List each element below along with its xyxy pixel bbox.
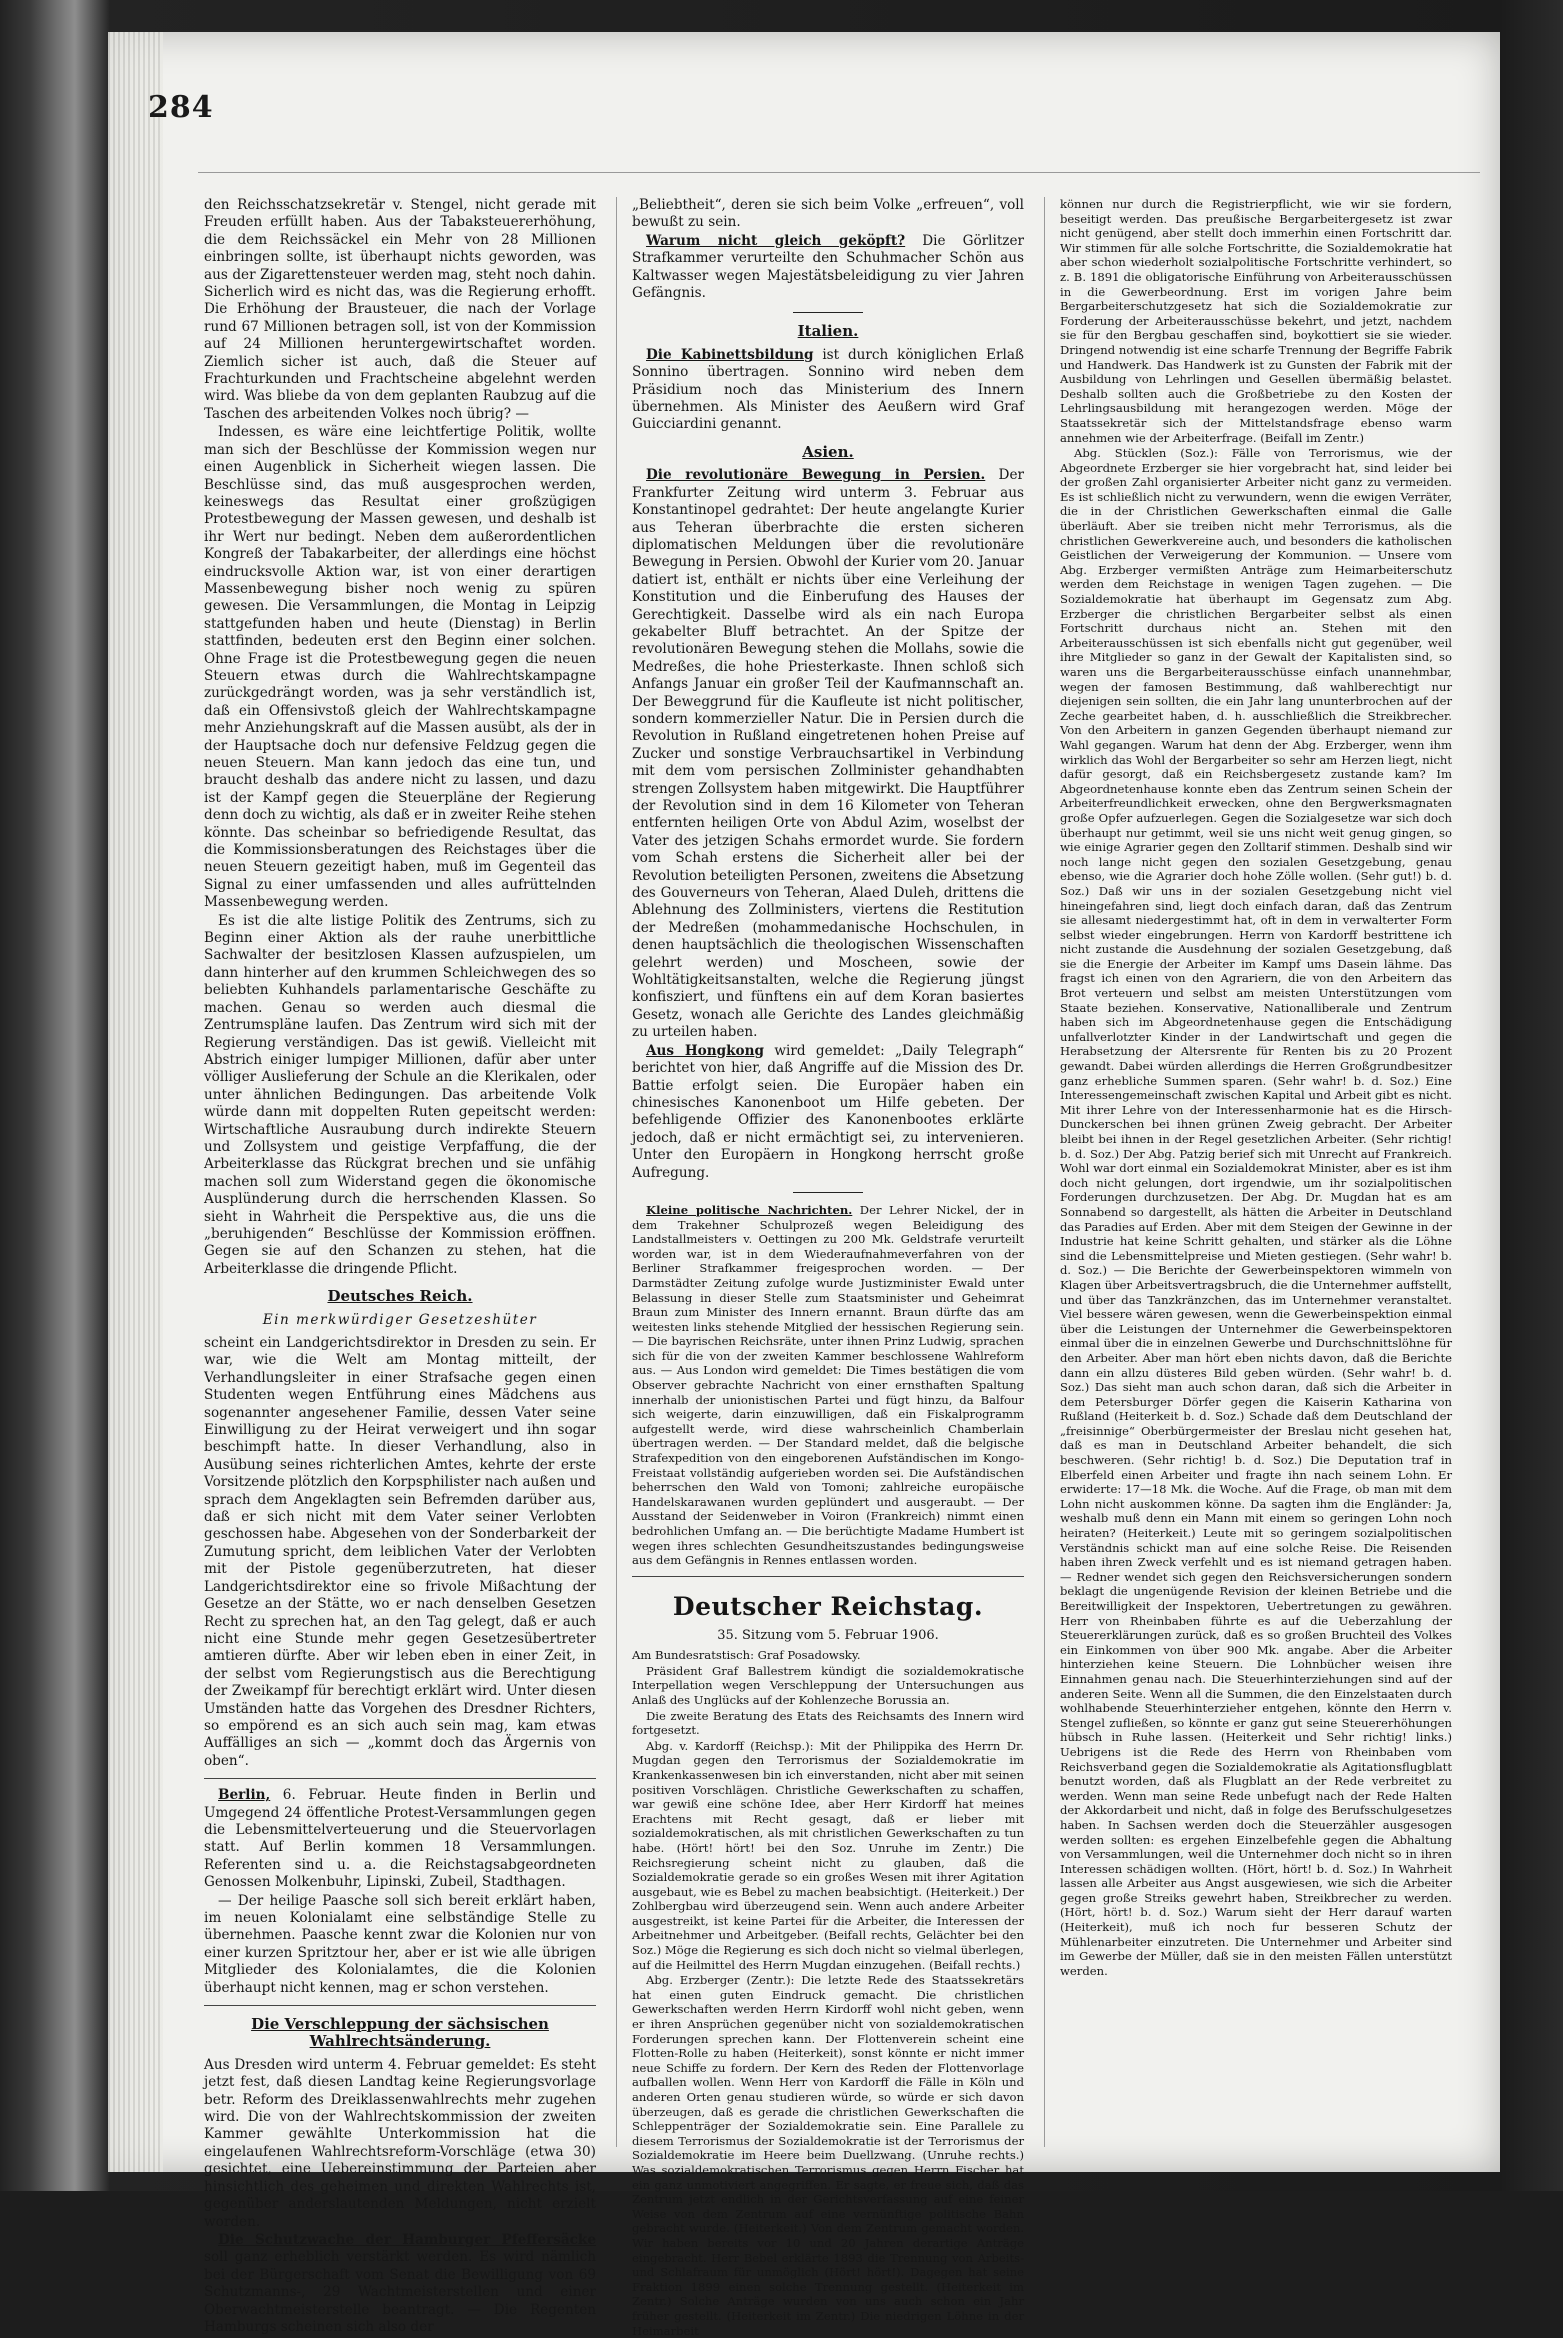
- article-paragraph: [632, 1709, 1024, 1738]
- paragraph-text: Abg. Stücklen (Soz.): Fälle von Terrorismus, wie der Abgeordnete Erzberger sie hier vorgebracht hat, sind leider bei der großen Zahl organisierter Arbeiter nicht ganz zu vermeiden. Es ist schließlich nicht zu verwundern, wenn die ewigen Verräter, die in der Christlichen Gewerkschaften einmal die Galle überläuft. Aber sie treiben nicht mehr Terrorismus, als die christlichen Gewerkvereine auch, und besonders die katholischen Geistlichen der Verweigerung der Kommunion. — Unsere vom Abg. Erzberger vermißten Anträge zum Heimarbeiterschutz werden dem Reichstage in wenigen Tagen zugehen. — Die Sozialdemokratie hat überhaupt im Gegensatz zum Abg. Erzberger die christlichen Bergarbeiter selbst als einen Fortschritt durchaus nicht an. Stehen mit den Arbeiterausschüssen ist sich ebenfalls nicht gut gegenüber, weil ihre Mitglieder so ganz in der Gewalt der Kapitalisten sind, so waren uns die Bergarbeiterausschüsse einfach unannehmbar, wegen der famosen Bestimmung, daß wahlberechtigt nur diejenigen sein sollten, die ein Jahr lang ununterbrochen auf der Zeche gearbeitet haben, d. h. ausschließlich die Streikbrecher. Von den Arbeitern in ganzen Gegenden überhaupt niemand zur Wahl gegangen. Warum hat denn der Abg. Erzberger, wenn ihm wirklich das Wohl der Bergarbeiter so sehr am Herzen liegt, nicht dafür gesorgt, daß ein Reichsbergesetz zustande kam? Im Abgeordnetenhause konnte eben das Zentrum seinen Schein der Arbeiterfreundlichkeit erwecken, ohne den Bergwerksmagnaten große Opfer aufzuerlegen. Gegen die Sozialgesetze war sich doch überhaupt nur getimmt, weil sie uns nicht weit genug gingen, so wie einige Agrarier gegen den Zolltarif stimmen. Deshalb sind wir noch lange nicht gegen den sozialen Gesetzgebung, genau ebenso, wie die Agrarier doch hohe Zölle wollen. (Sehr gut!) b. d. Soz.) Daß wir uns in der sozialen Gesetzgebung nicht viel hineingefahren sind, liegt doch einfach daran, daß das Zentrum sie allesamt niedergestimmt hat, oft in dem in verwalterter Form selbst wieder eingebrungen. Herrn von Kardorff bestrittene ich nicht zustande die Ausdehnung der sozialen Gesetzgebung, daß sie die Energie der Arbeiter im Kampf ums Dasein lähme. Das fragst ich einen von den Agrariern, die von den Arbeitern das Brot verteuern und selbst am meisten Unterstützungen vom Staate beziehen. Konservative, Nationalliberale und Zentrum haben sich im Abgeordnetenhause gegen die Entschädigung unfallverlotzter Kinder in der Landwirtschaft und gegen die Herabsetzung der Altersrente für Renten bis zu 20 Prozent gewandt. Dabei würden allerdings die Herren Großgrundbesitzer ganz erhebliche Summen sparen. (Sehr wahr! b. d. Soz.) Eine Interessengemeinschaft zwischen Kapital und Arbeit gibt es nicht. Mit ihrer Lehre von der Interessenharmonie hat es die Hirsch-Dunckerschen bei ihnen grünen Zweig gebracht. Der Arbeiter bleibt bei ihnen in der Regel gesetzlichen Arbeiter. (Sehr richtig! b. d. Soz.) Der Abg. Patzig berief sich mit Unrecht auf Frankreich. Wohl war dort einmal ein Sozialdemokrat Minister, aber es ist ihm doch nicht gelungen, dort irgendwie, um ihr sozialpolitischen Forderungen durchzusetzen. Der Abg. Dr. Mugdan hat es am Sonnabend so dargestellt, als hätten die Arbeiter in Deutschland das Paradies auf Erden. Aber mit dem Steigen der Gewinne in der Industrie hat keine Schritt gehalten, und stärker als die Löhne sind die Lebensmittelpreise und Mieten gestiegen. (Sehr wahr! b. d. Soz.) — Die Berichte der Gewerbeinspektoren wimmeln von Klagen über Arbeitsvertragsbruch, die die Unternehmer auffstellt, und über das Tanzkränzchen, das im Unternehmer veranstaltet. Viel bessere wären gewesen, wenn die Gewerbeinspektion einmal über die Leistungen der Unternehmer die Gewerbeinspektoren einmal über die in einzelnen Gewerbe und Durchschnittslöhne für den Arbeiter. Aber man hört eben nichts davon, daß die Berichte dann ein allzu düsteres Bild geben würden. (Sehr wahr! b. d. Soz.) Das sieht man auch schon daran, daß sich die Arbeiter in dem Petersburger Dörfer gegen die Kaiserin Katharina von Rußland (Heiterkeit b. d. Soz.) Schade daß dem Deutschland der „freisinnige“ Oberbürgermeister der Breslau nicht gesehen hat, daß es man in Deutschland Arbeiter behandelt, die sich beschweren. (Sehr richtig! b. d. Soz.) Die Deputation traf in Elberfeld einen Arbeiter und fragte ihn nach seinem Lohn. Er erwiderte: 17—18 Mk. die Woche. Auf die Frage, ob man mit dem Lohn nicht auskommen könne. Da sagten ihm die Engländer: Ja, weshalb muß denn ein Mann mit einem so geringen Lohn noch heiraten? (Heiterkeit.) Leute mit so geringem sozialpolitischen Verständnis schickt man auf eine solche Reise. Die Reisenden haben ihren Zweck verfehlt und es ist niemand getragen haben. — Redner wendet sich gegen den Reichsversicherungen sondern beklagt die ungenügende Revision der kleinen Betriebe und die Bereitwilligkeit der Inspektoren, Uebertretungen zu gewähren. Herr von Rheinbaben führte es auf die Ueberzahlung der Steuererklärungen zurück, daß es so großen Bruchteil des Volkes ein Einkommen von über 900 Mk. angabe. Aber die Arbeiter hinterziehen keine Steuern. Die Lohnbücher weisen ihre Einnahmen genau nach. Die Steuerhinterziehungen sind auf der anderen Seite. Wenn all die Summen, die den Einzelstaaten durch wohlhabende Steuerhinterzieher entgehen, könnte den Herrn v. Stengel zufließen, so könnte er ganz gut seine Steuererhöhungen hübsch in Ruhe lassen. (Heiterkeit und Sehr richtig! links.) Uebrigens ist die Rede des Herrn von Rheinbaben vom Reichsverband gegen die Sozialdemokratie als Agitationsflugblatt benutzt worden, daß als Flugblatt an der Rede verbreitet zu werden. Wenn man seine Rede unbefugt nach der Rede Halten der Akkordarbeit und nicht, daß in folge des Berufsschulgesetzes haben. In Sachsen werden doch die Steuerzähler ausgesogen werden sollten: es ergehen Einzelbefehle gegen die Abhaltung von Versammlungen, weil die Unternehmer doch nicht so in ihren Interessen schädigen wollten. (Hört, hört! b. d. Soz.) In Wahrheit lassen alle Arbeiter aus Angst ausgewiesen, wie sich die Arbeiter gegen große Streiks gewehrt haben, Streikbrecher zu werden. (Hört, hört! b. d. Soz.) Warum sieht der Herr darauf warten (Heiterkeit), muß ich noch fur besseren Schutz der Mühlenarbeiter einzutreten. Die Unternehmer und Arbeiter sind im Gewerbe der Müller, daß sie in den meisten Fällen unterstützt werden.: [1060, 446, 1452, 1978]
- paragraph-text: Der Frankfurter Zeitung wird unterm 3. Februar aus Konstantinopel gedrahtet: Der heute angelangte Kurier aus Teheran überbrachte die ersten sicheren diplomatischen Meldungen über die revolutionäre Bewegung in Persien. Obwohl der Kurier vom 20. Januar datiert ist, enthält er nichts über eine Verleihung der Konstitution und die Einberufung des Hauses der Gerechtigkeit. Dasselbe wird als ein nach Europa gekabelter Bluff betrachtet. An der Spitze der revolutionären Bewegung stehen die Mollahs, sowie die Medreßes, die hohe Priesterkaste. Ihnen schloß sich Anfangs Januar ein großer Teil der Kaufmannschaft an. Der Beweggrund für die Kaufleute ist nicht politischer, sondern kommerzieller Natur. Die in Persien durch die Revolution in Rußland eingetretenen hohen Preise auf Zucker und sonstige Verbrauchsartikel in Verbindung mit dem vom persischen Zollminister gehandhabten strengen Zollsystem haben mitgewirkt. Die Hauptführer der Revolution sind in dem 16 Kilometer von Teheran entfernten heiligen Orte von Abdul Azim, woselbst der Vater des jetzigen Schahs ermordet wurde. Sie fordern vom Schah erstens die Sicherheit aller bei der Revolution beteiligten Personen, zweitens die Absetzung des Gouverneurs von Teheran, Alaed Duleh, drittens die Ablehnung des Zollministers, viertens die Restitution der Medreßen (mohammedanische Hochschulen, in denen hauptsächlich die theologischen Wissenschaften gelehrt werden) und Moscheen, sowie der Wohltätigkeitsanstalten, welche die Regierung jüngst konfisziert, und fünftens ein auf dem Koran basiertes Gesetz, wonach alle Gerichte des Landes gleichmäßig zu urteilen haben.: [632, 467, 1025, 1041]
- article-paragraph: [632, 1203, 1024, 1568]
- header-rule: [198, 172, 1480, 173]
- newspaper-page: [108, 32, 1500, 2338]
- paragraph-text: wird gemeldet: „Daily Telegraph“ berichtet von hier, daß Angriffe auf die Mission des Dr. Battie erfolgt seien. Die Europäer haben ein chinesisches Kanonenboot um Hilfe gebeten. Der befehligende Offizier des Kanonenbootes erklärte jedoch, daß er nicht ermächtigt sei, zu intervenieren. Unter den Europäern in Hongkong herrscht große Aufregung.: [632, 1042, 1024, 1181]
- page-edge: [108, 32, 163, 2172]
- article-subheading: Ein merkwürdiger Gesetzeshüter: [262, 1311, 538, 1328]
- article-paragraph: [632, 467, 1024, 1041]
- article-paragraph: [204, 2232, 596, 2336]
- paragraph-text: scheint ein Landgerichtsdirektor in Dresden zu sein. Er war, wie die Welt am Montag mitteilt, der Verhandlungsleiter in einer Strafsache gegen einen Studenten wegen Entführung eines Mädchens aus sogenannter angesehener Familie, dessen Vater seine Einwilligung zu der Heirat verweigert und ihn sogar beschimpft hatte. In dieser Verhandlung, also in Ausübung seines richterlichen Amtes, kehrte der erste Vorsitzende plötzlich den Korpsphilister nach außen und sprach dem Angeklagten sein Befremden darüber aus, daß er sich nicht mit dem Vater seiner Verlobten geschossen habe. Abgesehen von der Sonderbarkeit der Zumutung spricht, dem leiblichen Vater der Verlobten mit der Pistole gegenüberzutreten, hat dieser Landgerichtsdirektor eine so frivole Mißachtung der Gesetze an der Stätte, wo er nach denselben Gesetzen Recht zu sprechen hat, an den Tag gelegt, daß er auch nicht eine Stunde mehr gegen Gesetzesübertreter amtieren dürfte. Aber wir leben eben in einer Zeit, in der selbst vom Regierungstisch aus die Berechtigung der Zweikampf für berechtigt erklärt wird. Unter diesen Umständen hatte das Vorgehen des Dresdner Richters, so empörend es an sich auch sein mag, kam etwas Auffälliges an sich — „kommt doch das Ärgernis von oben“.: [204, 1335, 596, 1769]
- paragraph-text: Aus Dresden wird unterm 4. Februar gemeldet: Es steht jetzt fest, daß diesen Landtag keine Regierungsvorlage betr. Reform des Dreiklassenwahlrechts mehr zugehen wird. Die von der Wahlrechtskommission der zweiten Kammer gewählte Unterkommission hat die eingelaufenen Wahlrechtsreform-Vorschläge (etwa 30) gesichtet, eine Uebereinstimmung der Parteien aber hinsichtlich des geheimen und direkten Wahlrechts ist, gegenüber anderslautenden Meldungen, nicht erzielt worden.: [204, 2056, 596, 2230]
- article-paragraph: [204, 197, 596, 423]
- paragraph-text: können nur durch die Registrierpflicht, wie wir sie fordern, beseitigt werden. Das preußische Bergarbeitergesetz ist zwar nicht genügend, aber stellt doch immerhin einen Fortschritt dar. Wir stimmen für alle solche Fortschritte, die Sozialdemokratie hat aber schon wiederholt sozialpolitische Fortschritte verhindert, so z. B. 1891 die obligatorische Einführung von Arbeiterausschüssen in die Gewerbeordnung. Erst im vorigen Jahre beim Bergarbeiterschutzgesetz hat sich die Sozialdemokratie zur Forderung der Arbeiterausschüsse bekehrt, und jetzt, nachdem sie für den Bergbau geschaffen sind, boykottiert sie sie wieder. Dringend notwendig ist eine scharfe Trennung der Begriffe Fabrik und Handwerk. Das Handwerk ist zu Gunsten der Fabrik mit der Ausbildung von Lehrlingen und Gesellen übermäßig belastet. Deshalb sollten auch die Großbetriebe zu den Kosten der Lehrlingsausbildung mit herangezogen werden. Möge der Staatssekretär sich der Mittelstandsfrage ebenso warm annehmen wie der Arbeiterfrage. (Beifall im Zentr.): [1060, 197, 1452, 445]
- section-rule: [204, 1778, 596, 1779]
- section-heading: Asien.: [802, 442, 854, 461]
- paragraph-text: — Der heilige Paasche soll sich bereit erklärt haben, im neuen Kolonialamt eine selbständige Stelle zu übernehmen. Paasche kennt zwar die Kolonien nur von einer kurzen Spritztour her, aber er ist wie alle übrigen Mitglieder des Kolonialamtes, die die Kolonien überhaupt nicht kennen, mag er schon verstehen.: [204, 1892, 596, 1996]
- paragraph-text: Präsident Graf Ballestrem kündigt die sozialdemokratische Interpellation wegen Verschleppung der Untersuchungen aus Anlaß des Unglücks auf der Kohlenzeche Borussia an.: [632, 1663, 1024, 1707]
- paragraph-lead: Aus Hongkong: [646, 1042, 765, 1059]
- article-paragraph: [204, 1335, 596, 1770]
- paragraph-text: ist durch königlichen Erlaß Sonnino übertragen. Sonnino wird neben dem Präsidium noch das Ministerium des Innern übernehmen. Als Minister des Aeußern wird Graf Guicciardini genannt.: [632, 346, 1024, 433]
- paragraph-lead: Die Schutzwache der Hamburger Pfeffersäcke: [218, 2231, 596, 2248]
- article-paragraph: [1060, 197, 1452, 445]
- section-heading: Die Verschleppung der sächsischen Wahlrechtsänderung.: [251, 2015, 549, 2051]
- column-1: [204, 197, 596, 2335]
- paragraph-text: 6. Februar. Heute finden in Berlin und Umgegend 24 öffentliche Protest-Versammlungen gegen die Lebensmittelverteuerung und die Steuervorlagen statt. Auf Berlin kommen 18 Versammlungen. Referenten sind u. a. die Reichstagsabgeordneten Genossen Molkenbuhr, Lipinski, Zubeil, Stadthagen.: [204, 1787, 596, 1891]
- masthead-heading: Deutscher Reichstag.: [672, 1591, 984, 1621]
- column-2: [632, 197, 1025, 2338]
- page-number: 284: [148, 90, 214, 125]
- section-rule: [793, 1192, 863, 1193]
- column-rule: [1044, 197, 1045, 2147]
- column-rule: [616, 197, 617, 2147]
- article-paragraph: [204, 913, 596, 1279]
- paragraph-lead: Kleine politische Nachrichten.: [646, 1202, 853, 1217]
- paragraph-text: Die Görlitzer Strafkammer verurteilte den Schuhmacher Schön aus Kaltwasser wegen Majestätsbeleidigung zu vier Jahren Gefängnis.: [632, 232, 1025, 302]
- paragraph-text: Der Lehrer Nickel, der in dem Trakehner Schulprozeß wegen Beleidigung des Landstallmeisters v. Oettingen zu 200 Mk. Geldstrafe verurteilt worden war, ist in dem Wiederaufnahmeverfahren von der Berliner Strafkammer freigesprochen worden. — Der Darmstädter Zeitung zufolge wurde Justizminister Ewald unter Belassung in dieser Stelle zum Staatsminister und Geheimrat Braun zum Minister des Innern ernannt. Braun dürfte das am weitesten links stehende Mitglied der hessischen Regierung sein. — Die bayrischen Reichsräte, unter ihnen Prinz Ludwig, sprachen sich für die von der zweiten Kammer beschlossene Wahlreform aus. — Aus London wird gemeldet: Die Times bestätigen die vom Observer gebrachte Nachricht von einer ernsthaften Spaltung innerhalb der unionistischen Partei und fügt hinzu, da Balfour sich weigerte, darin einzuwilligen, daß ein Fiskalprogramm aufgestellt werde, wird diese wahrscheinlich Chamberlain übertragen werden. — Der Standard meldet, daß die belgische Strafexpedition von den eingeborenen Aufständischen im Kongo-Freistaat vollständig aufgerieben worden sei. Die Aufständischen beherrschen den Wald von Tomoni; zahlreiche europäische Handelskarawanen wurden geplündert und ausgeraubt. — Der Ausstand der Seidenweber in Voiron (Frankreich) nimmt einen bedrohlichen Umfang an. — Die berüchtigte Madame Humbert ist wegen ihres schlechten Gesundheitszustandes bedingungsweise aus dem Gefängnis in Rennes entlassen worden.: [632, 1202, 1024, 1568]
- section-rule: [632, 1576, 1024, 1577]
- section-heading: Italien.: [797, 322, 859, 341]
- article-paragraph: [632, 1739, 1024, 1973]
- paragraph-text: Am Bundesratstisch: Graf Posadowsky.: [632, 1648, 861, 1663]
- paragraph-text: den Reichsschatzsekretär v. Stengel, nicht gerade mit Freuden erfüllt haben. Aus der Tabaksteuererhöhung, die dem Reichssäckel ein Mehr von 28 Millionen einbringen sollte, ist überhaupt nichts geworden, was aus der Zigarettensteuer werden mag, steht noch dahin. Sicherlich wird es nicht das, was die Regierung erhofft. Die Erhöhung der Brausteuer, die nach der Vorlage rund 67 Millionen betragen soll, ist von der Kommission auf 24 Millionen heruntergewirtschaftet worden. Ziemlich sicher ist auch, daß die Steuer auf Frachturkunden und Frachtscheine abgelehnt werden wird. Was bliebe da von dem geplanten Raubzug auf die Taschen des arbeitenden Volkes noch übrig? —: [204, 197, 596, 422]
- article-paragraph: [632, 1043, 1024, 1182]
- paragraph-text: „Beliebtheit“, deren sie sich beim Volke „erfreuen“, voll bewußt zu sein.: [632, 197, 1024, 231]
- article-paragraph: [632, 197, 1024, 232]
- paragraph-lead: Die revolutionäre Bewegung in Persien.: [646, 467, 986, 484]
- paragraph-lead: Die Kabinettsbildung: [646, 346, 814, 363]
- section-rule: [204, 2005, 596, 2006]
- article-paragraph: [204, 1787, 596, 1891]
- section-heading: Deutsches Reich.: [327, 1287, 473, 1306]
- paragraph-lead: Berlin,: [218, 1787, 271, 1804]
- article-paragraph: [204, 2057, 596, 2231]
- paragraph-lead: Warum nicht gleich geköpft?: [646, 232, 906, 249]
- column-3: [1060, 197, 1452, 2147]
- article-paragraph: [632, 1973, 1024, 2338]
- paragraph-text: Es ist die alte listige Politik des Zentrums, sich zu Beginn einer Aktion als der rauhe unerbittliche Sachwalter der besitzlosen Klassen aufzuspielen, um dann hinterher auf den krummen Schleichwegen des so beliebten Kuhhandels parlamentarische Geschäfte zu machen. Genau so werden auch diesmal die Zentrumspläne laufen. Das Zentrum wird sich mit der Regierung verständigen. Das ist gewiß. Vielleicht mit Abstrich einiger lumpiger Millionen, dafür aber unter völliger Auslieferung der Schule an die Klerikalen, oder unter ähnlichen Bedingungen. Das arbeitende Volk würde dann mit doppelten Ruten gepeitscht werden: Wirtschaftliche Ausraubung durch indirekte Steuern und Zollsystem und geistige Verpfaffung, die der Arbeiterklasse das Rückgrat brechen und sie unfähig machen soll zum Widerstand gegen die ökonomische Ausplünderung durch die herrschenden Klassen. So sieht in Wahrheit die Perspektive aus, die uns die „beruhigenden“ Beschlüsse der Kommission eröffnen. Gegen sie auf den Schanzen zu stehen, hat die Arbeiterklasse die dringende Pflicht.: [204, 912, 596, 1277]
- session-line: 35. Sitzung vom 5. Februar 1906.: [717, 1627, 939, 1643]
- article-paragraph: [632, 233, 1024, 303]
- article-paragraph: [204, 1893, 596, 1997]
- paragraph-text: Abg. Erzberger (Zentr.): Die letzte Rede des Staatssekretärs hat einen guten Eindruck gemacht. Die christlichen Gewerkschaften werden Herrn Kirdorff wohl nicht geben, wenn er ihren Ansprüchen gegenüber nicht von sozialdemokratischen Forderungen sprechen kann. Der Flottenverein scheint eine Flotten-Rolle zu haben (Heiterkeit), sonst könnte er nicht immer neue Schiffe zu fordern. Der Kern des Reden der Flottenvorlage aufballen wollen. Wenn Herr von Kardorff die Fälle in Köln und anderen Orten genau studieren würde, so würde er sich davon überzeugen, daß es gerade die christlichen Gewerkschaften die Schleppenträger der Sozialdemokratie sein. Eine Parallele zu diesem Terrorismus der Sozialdemokratie ist der Terrorismus der Sozialdemokratie im Heere beim Duellzwang. (Unruhe rechts.) Was sozialdemokratischen Terrorismus gegen Herrn Fischer hat ein ganz unmotiviert angegriffen. Er sagte, er freue sich, daß das Zentrum jetzt endlich in der Gerichtsverfassung auf eine feiner Weise von dem Zentrum auf eine vernünftige politische Bahn gebracht wurde. (Heiterkeit.) Von dem Zentrum gemacht worden. Wir haben bereits vor 10 und 20 Jahren derartige Anträge eingebracht. Herr Bebel erklärte 1893 die Trennung von Arbeits- und Schlafraum für unmöglich (Hört! hört!). Dagegen hat seine Fraktion 1899 einen solche Trennung gestellt. (Heiterkeit im Zentr.) Solche Anträge wurden von uns auch schon ein Jahr früher gestellt. (Heiterkeit im Zentr.) Die niedrigen Löhne in der Heimarbeit: [632, 1973, 1024, 2338]
- paragraph-text: soll ganz erheblich verstärkt werden. Es wird nämlich bei der Bürgerschaft vom Senat die Bewilligung von 69 Schutzmanns-, 29 Wachtmeisterstellen und einer Oberwachtmeisterstelle beantragt. — Die Regenten Hamburgs scheinen sich also der: [204, 2249, 596, 2335]
- article-paragraph: [632, 1648, 1024, 1663]
- paragraph-text: Die zweite Beratung des Etats des Reichsamts des Innern wird fortgesetzt.: [632, 1708, 1024, 1738]
- paragraph-text: Indessen, es wäre eine leichtfertige Politik, wollte man sich der Beschlüsse der Kommission wegen nur einen Augenblick in Sicherheit wiegen lassen. Die Beschlüsse sind, das muß ausgesprochen werden, keineswegs das Resultat einer großzügigen Protestbewegung der Massen gewesen, und deshalb ist ihr Wert nur bedingt. Neben dem außerordentlichen Kongreß der Tabakarbeiter, der allerdings eine höchst eindrucksvolle Aktion war, ist von einer derartigen Massenbewegung bisher noch wenig zu spüren gewesen. Die Versammlungen, die Montag in Leipzig stattgefunden haben und heute (Dienstag) in Berlin stattfinden, bedeuten erst den Beginn einer solchen. Ohne Frage ist die Protestbewegung gegen die neuen Steuern etwas durch die Wahlrechtskampagne zurückgedrängt worden, was ja sehr verständlich ist, daß ein Offensivstoß gleich der Wahlrechtskampagne mehr Anziehungskraft auf die Massen ausübt, als der in der Hauptsache doch nur defensive Feldzug gegen die neuen Steuern. Man kann jedoch das eine tun, und braucht deshalb das andere nicht zu lassen, und dazu ist der Kampf gegen die Steuerpläne der Regierung denn doch zu wichtig, als daß er in zweiter Reihe stehen könnte. Das scheinbar so befriedigende Resultat, das die Kommissionsberatungen des Reichstages über die neuen Steuern gezeitigt haben, muß im Gegenteil das Signal zu einer umfassenden und alles aufrüttelnden Massenbewegung werden.: [204, 424, 596, 911]
- article-paragraph: [1060, 446, 1452, 1978]
- paragraph-text: Abg. v. Kardorff (Reichsp.): Mit der Philippika des Herrn Dr. Mugdan gegen den Terrorismus der Sozialdemokratie im Krankenkassenwesen bin ich einverstanden, nicht aber mit seinen positiven Vorschlägen. Christliche Gewerkschaften zu schaffen, war gewiß eine schöne Idee, aber Herr Kirdorff hat meines Erachtens mit Recht gesagt, daß er lieber mit sozialdemokratischen, als mit christlichen Gewerkschaften zu tun habe. (Hört! hört! bei den Soz. Unruhe im Zentr.) Die Reichsregierung scheint nicht zu glauben, daß die Sozialdemokratie gerade so ein großes Wesen mit ihrer Agitation ausgebaut, wie es Bebel zu machen beabsichtigt. (Heiterkeit.) Der Zohlbergbau wird überzeugend sein. Wenn auch andere Arbeiter ausgestreikt, ist keine Partei für die Arbeiter, die Interessen der Arbeitnehmer und Arbeitgeber. (Beifall rechts, Gelächter bei den Soz.) Möge die Regierung es sich doch nicht so vielmal überlegen, auf die Heilmittel des Herrn Mugdan einzugehen. (Beifall rechts.): [632, 1738, 1024, 1972]
- article-paragraph: [632, 1664, 1024, 1708]
- article-paragraph: [204, 424, 596, 911]
- section-rule: [793, 312, 863, 313]
- article-paragraph: [632, 347, 1024, 434]
